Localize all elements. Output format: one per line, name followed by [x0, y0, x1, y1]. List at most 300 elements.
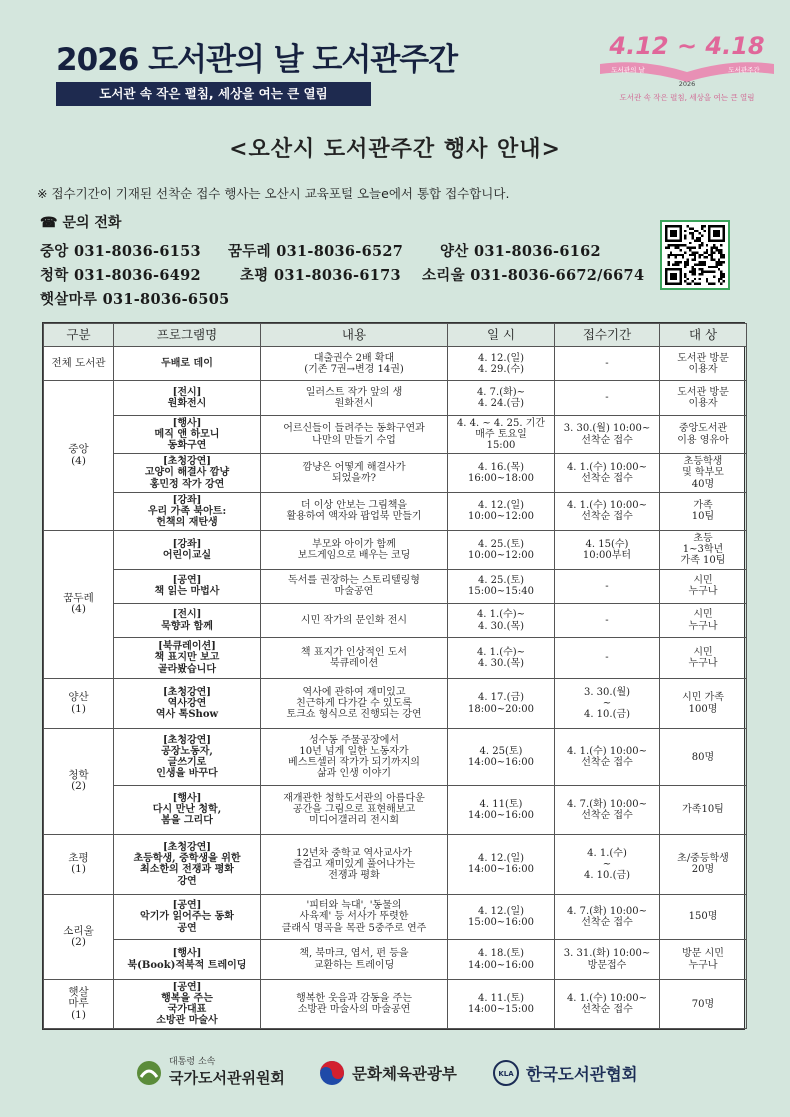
program-cell-line: 역사 톡Show: [155, 709, 219, 721]
date-cell: [448, 454, 555, 492]
content-cell-line: 마술공연: [334, 586, 374, 598]
table-row: [44, 569, 747, 603]
date-cell-line: 14:00~16:00: [467, 809, 534, 821]
period-cell-line: 4. 1.(수) 10:00~: [566, 500, 648, 512]
period-cell-line: 3. 30.(월) 10:00~: [563, 423, 651, 435]
program-cell-line: [행사]: [172, 793, 202, 805]
date-cell: [448, 492, 555, 530]
period-cell-line: -: [605, 652, 609, 664]
period-cell: [555, 786, 660, 835]
target-cell-line: 40명: [691, 478, 715, 490]
program-cell-line: 행복을 주는: [161, 992, 213, 1004]
qr-code[interactable]: [660, 220, 730, 290]
period-cell-line: 선착순 접수: [581, 917, 633, 929]
content-cell-line: 행복한 웃음과 감동을 주는: [296, 992, 412, 1004]
content-cell-line: 북큐레이션: [329, 658, 379, 670]
period-cell: [555, 531, 660, 569]
taegeuk-icon: [318, 1059, 346, 1087]
date-cell-line: 15:00~16:00: [467, 917, 534, 929]
division-cell-line: 전체 도서관: [51, 356, 106, 369]
library-week-emblem: [592, 28, 782, 108]
program-cell-line: 소방관 마술사: [156, 1015, 218, 1027]
target-cell-line: 70명: [691, 998, 715, 1010]
period-cell-line: 4. 7.(화) 10:00~: [566, 905, 648, 917]
program-cell: [114, 980, 261, 1029]
content-cell: [261, 678, 448, 729]
division-cell-line: 햇살: [68, 985, 89, 998]
period-cell-line: 방문접수: [587, 959, 627, 971]
date-cell: [448, 939, 555, 979]
program-cell-line: 다시 만난 청학,: [152, 804, 222, 816]
date-cell-line: 4. 1.(수)~: [476, 609, 526, 621]
contact-title: [40, 212, 121, 232]
program-cell-line: [초청강연]: [162, 456, 212, 468]
target-cell-line: 이용자: [688, 363, 718, 375]
program-cell-line: [공연]: [172, 900, 202, 912]
program-cell: [114, 347, 261, 381]
content-cell: [261, 786, 448, 835]
contact-item: 소리울 031-8036-6672/6674: [422, 267, 645, 284]
program-cell-line: [초청강연]: [162, 734, 212, 746]
period-cell: [555, 603, 660, 637]
content-cell: [261, 834, 448, 895]
program-cell: [114, 786, 261, 835]
period-cell: [555, 834, 660, 895]
division-cell-line: 청학: [68, 768, 89, 781]
target-cell-line: 방문 시민: [682, 948, 724, 960]
program-cell: [114, 492, 261, 530]
content-cell-line: 독서를 권장하는 스토리텔링형: [288, 575, 420, 587]
date-cell-line: 4. 7.(화)~: [476, 386, 526, 398]
period-cell-line: 선착순 접수: [581, 511, 633, 523]
content-cell-line: (기존 7권→변경 14권): [304, 363, 404, 375]
program-cell-line: 메직 앤 하모니: [154, 428, 220, 440]
target-cell: [660, 569, 747, 603]
target-cell-line: 이용 영유아: [677, 434, 729, 446]
program-cell-line: [행사]: [172, 417, 202, 429]
program-cell-line: 북(Book)적북적 트레이딩: [127, 959, 247, 971]
division-cell-line: (1): [71, 863, 86, 876]
division-cell: [44, 347, 114, 381]
date-cell-line: 4. 25.(토): [477, 538, 525, 550]
period-cell-line: 선착순 접수: [581, 1004, 633, 1016]
program-cell-line: 원화전시: [167, 398, 207, 410]
period-cell-line: 4. 10.(금): [583, 709, 631, 721]
content-cell-line: 전쟁과 평화: [328, 870, 380, 882]
content-cell-line: 깜냥은 어떻게 해결사가: [302, 461, 406, 473]
content-cell-line: 원화전시: [334, 398, 374, 410]
date-cell: [448, 569, 555, 603]
target-cell-line: 10팀: [691, 511, 715, 523]
column-header: 일 시: [448, 324, 555, 347]
date-cell-line: 매주 토요일: [475, 428, 527, 440]
logo-national-library-committee: [135, 1055, 285, 1091]
target-cell-line: 도서관 방문: [677, 386, 729, 398]
table-row: [44, 939, 747, 979]
target-cell-line: 시민: [693, 646, 713, 658]
table-row: [44, 454, 747, 492]
table-row: [44, 415, 747, 453]
period-cell-line: ~: [602, 697, 612, 709]
period-cell-line: 4. 1.(수) 10:00~: [566, 461, 648, 473]
period-cell-line: 4. 15(수): [585, 538, 629, 550]
content-cell-line: 시민 작가의 문인화 전시: [300, 615, 408, 627]
national-library-committee-icon: [135, 1059, 163, 1087]
program-cell-line: 최소한의 전쟁과 평화: [140, 864, 234, 876]
period-cell-line: 선착순 접수: [581, 757, 633, 769]
program-cell: [114, 381, 261, 415]
content-cell-line: 나만의 만들기 수업: [312, 434, 396, 446]
target-cell-line: 도서관 방문: [677, 352, 729, 364]
content-cell: [261, 895, 448, 940]
column-header: 접수기간: [555, 324, 660, 347]
content-cell-line: '피터와 늑대', '동물의: [306, 900, 402, 912]
date-cell-line: 14:00~16:00: [467, 864, 534, 876]
target-cell: [660, 834, 747, 895]
contact-item: 양산 031-8036-6162: [440, 243, 601, 260]
svg-text:KLA: KLA: [498, 1070, 514, 1078]
period-cell: [555, 939, 660, 979]
date-cell-line: 16:00~18:00: [467, 472, 534, 484]
content-cell-line: 재개관한 청학도서관의 아름다운: [283, 793, 425, 805]
division-cell: [44, 895, 114, 980]
content-cell-line: 클래식 명곡을 목관 5중주로 연주: [281, 922, 427, 934]
table-row: [44, 638, 747, 678]
period-cell-line: -: [605, 358, 609, 370]
table-row: [44, 895, 747, 940]
division-cell-line: (1): [71, 702, 86, 715]
program-cell-line: [초청강연]: [162, 842, 212, 854]
division-cell: [44, 980, 114, 1029]
program-cell: [114, 415, 261, 453]
content-cell: [261, 454, 448, 492]
date-cell-line: 4. 25.(토): [477, 575, 525, 587]
date-cell-line: 4. 24.(금): [477, 398, 525, 410]
date-cell-line: 14:00~16:00: [467, 959, 534, 971]
program-cell: [114, 729, 261, 786]
program-cell-line: [전시]: [172, 609, 202, 621]
division-cell-line: (2): [71, 936, 86, 949]
date-cell: [448, 638, 555, 678]
date-cell-line: 14:00~16:00: [467, 757, 534, 769]
content-cell-line: 보드게임으로 배우는 코딩: [297, 549, 411, 561]
content-cell-line: 부모와 아이가 함께: [312, 538, 396, 550]
date-cell-line: 4. 12.(일): [477, 352, 525, 364]
date-cell-line: 4. 30.(목): [477, 620, 525, 632]
program-cell: [114, 678, 261, 729]
program-cell-line: 봄을 그리다: [161, 815, 213, 827]
division-cell-line: 소리울: [63, 924, 94, 937]
program-cell-line: [초청강연]: [162, 686, 212, 698]
period-cell-line: -: [605, 392, 609, 404]
date-cell-line: 18:00~20:00: [467, 703, 534, 715]
table-header-row: [44, 324, 747, 347]
column-header: 대 상: [660, 324, 747, 347]
date-cell-line: 4. 16.(목): [477, 461, 525, 473]
target-cell-line: 중앙도서관: [678, 423, 728, 435]
date-cell-line: 4. 25(토): [479, 746, 523, 757]
target-cell-line: 및 학부모: [682, 467, 724, 479]
target-cell-line: 가족: [693, 500, 713, 512]
kla-icon: [492, 1059, 520, 1087]
logo-ministry-culture: [318, 1055, 457, 1091]
content-cell-line: 10년 넘게 일한 노동자가: [299, 746, 409, 757]
program-cell: [114, 939, 261, 979]
program-cell-line: 어린이교실: [162, 549, 212, 561]
period-cell: [555, 638, 660, 678]
division-cell: [44, 381, 114, 531]
program-cell: [114, 454, 261, 492]
target-cell: [660, 895, 747, 940]
content-cell-line: 공간을 그림으로 표현해보고: [292, 804, 416, 816]
program-cell-line: 홍민정 작가 강연: [149, 478, 225, 490]
column-header: 구분: [44, 324, 114, 347]
contact-item: 꿈두레 031-8036-6527: [228, 243, 404, 260]
content-cell: [261, 980, 448, 1029]
target-cell-line: 누구나: [688, 586, 718, 598]
content-cell: [261, 569, 448, 603]
program-cell: [114, 895, 261, 940]
content-cell-line: 되었을까?: [331, 472, 376, 484]
date-cell: [448, 415, 555, 453]
logo2-name: 문화체육관광부: [352, 1065, 457, 1083]
period-cell-line: 3. 30.(월): [583, 686, 631, 698]
period-cell-line: 선착순 접수: [581, 434, 633, 446]
period-cell-line: -: [605, 615, 609, 627]
content-cell: [261, 729, 448, 786]
target-cell-line: 이용자: [688, 398, 718, 410]
division-cell-line: (2): [71, 780, 86, 793]
program-cell-line: 인생을 바꾸다: [156, 768, 218, 780]
target-cell-line: 초등: [693, 533, 713, 545]
content-cell: [261, 603, 448, 637]
table-row: [44, 786, 747, 835]
column-header: 내용: [261, 324, 448, 347]
content-cell-line: 책, 북마크, 엽서, 펀 등을: [299, 948, 409, 960]
emblem-year: 2026: [678, 80, 696, 88]
date-cell-line: 10:00~12:00: [467, 549, 534, 561]
program-cell-line: [북큐레이션]: [158, 641, 216, 653]
target-cell: [660, 492, 747, 530]
target-cell-line: 누구나: [688, 658, 718, 670]
content-cell-line: 대출권수 2배 확대: [313, 352, 395, 364]
target-cell: [660, 678, 747, 729]
program-cell: [114, 531, 261, 569]
content-cell-line: 교환하는 트레이딩: [313, 959, 395, 971]
division-cell-line: (4): [71, 603, 86, 616]
date-cell: [448, 347, 555, 381]
date-cell: [448, 980, 555, 1029]
target-cell: [660, 729, 747, 786]
content-cell: [261, 381, 448, 415]
table-row: [44, 347, 747, 381]
content-cell: [261, 939, 448, 979]
period-cell-line: 선착순 접수: [581, 472, 633, 484]
period-cell: [555, 381, 660, 415]
target-cell-line: 초등학생: [683, 456, 723, 468]
phone-icon: ☎: [40, 215, 58, 231]
date-cell: [448, 531, 555, 569]
content-cell: [261, 638, 448, 678]
program-cell-line: 공장노동자,: [161, 746, 213, 757]
date-cell-line: 10:00~12:00: [467, 511, 534, 523]
target-cell-line: 가족 10팀: [680, 555, 726, 567]
date-cell-line: 4. 12.(일): [477, 905, 525, 917]
date-cell-line: 15:00~15:40: [467, 586, 534, 598]
division-cell-line: (4): [71, 454, 86, 467]
table-row: [44, 729, 747, 786]
target-cell-line: 80명: [691, 751, 715, 763]
period-cell-line: 3. 31.(화) 10:00~: [563, 948, 651, 960]
target-cell-line: 100명: [688, 703, 718, 715]
logo-korean-library-association: [492, 1055, 638, 1091]
table-row: [44, 603, 747, 637]
program-cell-line: 악기가 읽어주는 동화: [140, 911, 234, 923]
period-cell-line: ~: [602, 858, 612, 870]
column-header: 프로그램명: [114, 324, 261, 347]
period-cell-line: 4. 1.(수) 10:00~: [566, 992, 648, 1004]
period-cell-line: 10:00부터: [582, 549, 632, 561]
target-cell-line: 시민: [693, 609, 713, 621]
table-row: [44, 678, 747, 729]
division-cell: [44, 531, 114, 679]
target-cell-line: 누구나: [688, 959, 718, 971]
target-cell: [660, 980, 747, 1029]
event-table: [42, 322, 745, 1030]
target-cell-line: 초/중등학생: [677, 853, 729, 865]
date-cell: [448, 729, 555, 786]
division-cell: [44, 729, 114, 834]
period-cell: [555, 729, 660, 786]
table-row: [44, 381, 747, 415]
date-cell-line: 4. 12.(일): [477, 853, 525, 865]
target-cell-line: 1~3학년: [682, 544, 724, 556]
division-cell-line: 마루: [68, 997, 89, 1010]
target-cell: [660, 638, 747, 678]
content-cell-line: 미디어갤러리 전시회: [308, 815, 400, 827]
program-cell-line: 헌책의 재탄생: [156, 516, 218, 528]
division-cell-line: 양산: [68, 690, 89, 703]
period-cell: [555, 895, 660, 940]
date-cell-line: 14:00~15:00: [467, 1004, 534, 1016]
contact-item: 햇살마루 031-8036-6505: [40, 291, 230, 308]
program-cell-line: [공연]: [172, 981, 202, 993]
target-cell-line: 누구나: [688, 620, 718, 632]
date-cell-line: 4. 1.(수)~: [476, 646, 526, 658]
contact-item: 청학 031-8036-6492: [40, 267, 201, 284]
date-cell-line: 4. 30.(목): [477, 658, 525, 670]
period-cell-line: 4. 7.(화) 10:00~: [566, 798, 648, 810]
content-cell-line: 베스트셀러 작가가 되기까지의: [288, 757, 420, 769]
target-cell: [660, 531, 747, 569]
target-cell: [660, 415, 747, 453]
content-cell-line: 역사에 관하여 재미있고: [302, 686, 406, 698]
emblem-dates: 4.12 ~ 4.18: [609, 32, 765, 60]
division-cell-line: 꿈두레: [63, 591, 94, 604]
program-cell-line: 역사강연: [167, 697, 207, 709]
target-cell: [660, 381, 747, 415]
content-cell-line: 사육제' 등 서사가 뚜렷한: [299, 911, 409, 923]
page-heading: <오산시 도서관주간 행사 안내>: [229, 136, 561, 162]
target-cell-line: 20명: [691, 864, 715, 876]
period-cell-line: 4. 1.(수) 10:00~: [566, 746, 648, 757]
period-cell-line: 4. 1.(수): [587, 847, 627, 859]
date-cell-line: 4. 12.(일): [477, 500, 525, 512]
period-cell-line: -: [605, 580, 609, 592]
date-cell-line: 4. 11(토): [479, 798, 523, 810]
content-cell-line: 성수동 주물공장에서: [308, 734, 400, 746]
program-cell-line: 글쓰기로: [167, 757, 207, 769]
content-cell-line: 소방관 마술사의 마술공연: [297, 1004, 411, 1016]
program-cell: [114, 569, 261, 603]
target-cell-line: 시민 가족: [682, 692, 724, 704]
program-cell-line: [강좌]: [172, 494, 202, 506]
content-cell-line: 일러스트 작가 앞의 생: [305, 386, 403, 398]
program-cell-line: 책 표지만 보고: [154, 652, 220, 664]
content-cell: [261, 347, 448, 381]
program-cell-line: 강연: [177, 875, 197, 887]
period-cell: [555, 678, 660, 729]
program-cell-line: [전시]: [172, 386, 202, 398]
content-cell-line: 삶과 인생 이야기: [317, 768, 391, 780]
program-cell-line: [공연]: [172, 575, 202, 587]
date-cell: [448, 381, 555, 415]
target-cell: [660, 786, 747, 835]
registration-notice: ※ 접수기간이 기재된 선착순 접수 행사는 오산시 교육포털 오늘e에서 통합 접수합니다.: [37, 186, 510, 201]
period-cell-line: 4. 10.(금): [583, 870, 631, 882]
period-cell-line: 선착순 접수: [581, 809, 633, 821]
emblem-tagline: 도서관 속 작은 펼침, 세상을 여는 큰 열림: [619, 93, 755, 102]
date-cell: [448, 895, 555, 940]
date-cell: [448, 603, 555, 637]
contact-title-label: 문의 전화: [62, 215, 122, 231]
contact-item: 초평 031-8036-6173: [240, 267, 401, 284]
date-cell: [448, 786, 555, 835]
division-cell-line: (1): [71, 1009, 86, 1021]
program-cell-line: 책 읽는 마법사: [154, 586, 220, 598]
date-cell-line: 4. 11.(토): [477, 992, 525, 1004]
table-row: [44, 492, 747, 530]
target-cell-line: 시민: [693, 575, 713, 587]
date-cell-line: 4. 4. ~ 4. 25. 기간: [456, 417, 546, 429]
program-cell-line: 동화구연: [167, 440, 207, 452]
subtitle-banner: 도서관 속 작은 펼침, 세상을 여는 큰 열림: [56, 82, 371, 106]
logo1-small: 대통령 소속: [169, 1057, 216, 1067]
program-cell-line: 골라봤습니다: [158, 663, 216, 675]
content-cell-line: 친근하게 다가갈 수 있도록: [296, 697, 412, 709]
program-cell: [114, 638, 261, 678]
target-cell: [660, 603, 747, 637]
date-cell-line: 4. 29.(수): [477, 363, 525, 375]
program-cell-line: 공연: [177, 922, 197, 934]
content-cell-line: 책 표지가 인상적인 도서: [300, 646, 408, 658]
target-cell: [660, 939, 747, 979]
logo1-name: 국가도서관위원회: [169, 1069, 285, 1087]
program-cell-line: 두배로 데이: [161, 358, 213, 370]
logo3-name: 한국도서관협회: [526, 1065, 638, 1084]
emblem-label-right: 도서관주간: [728, 66, 760, 74]
period-cell: [555, 415, 660, 453]
program-cell-line: 우리 가족 북아트:: [147, 505, 227, 517]
content-cell: [261, 415, 448, 453]
program-cell-line: 고양이 해결사 깜냥: [144, 467, 230, 479]
content-cell-line: 즐겁고 재미있게 풀어나가는: [292, 858, 416, 870]
date-cell-line: 4. 18.(토): [477, 948, 525, 960]
division-cell: [44, 678, 114, 729]
division-cell-line: 중앙: [68, 442, 89, 455]
target-cell-line: 150명: [688, 911, 718, 923]
program-cell-line: [행사]: [172, 948, 202, 960]
